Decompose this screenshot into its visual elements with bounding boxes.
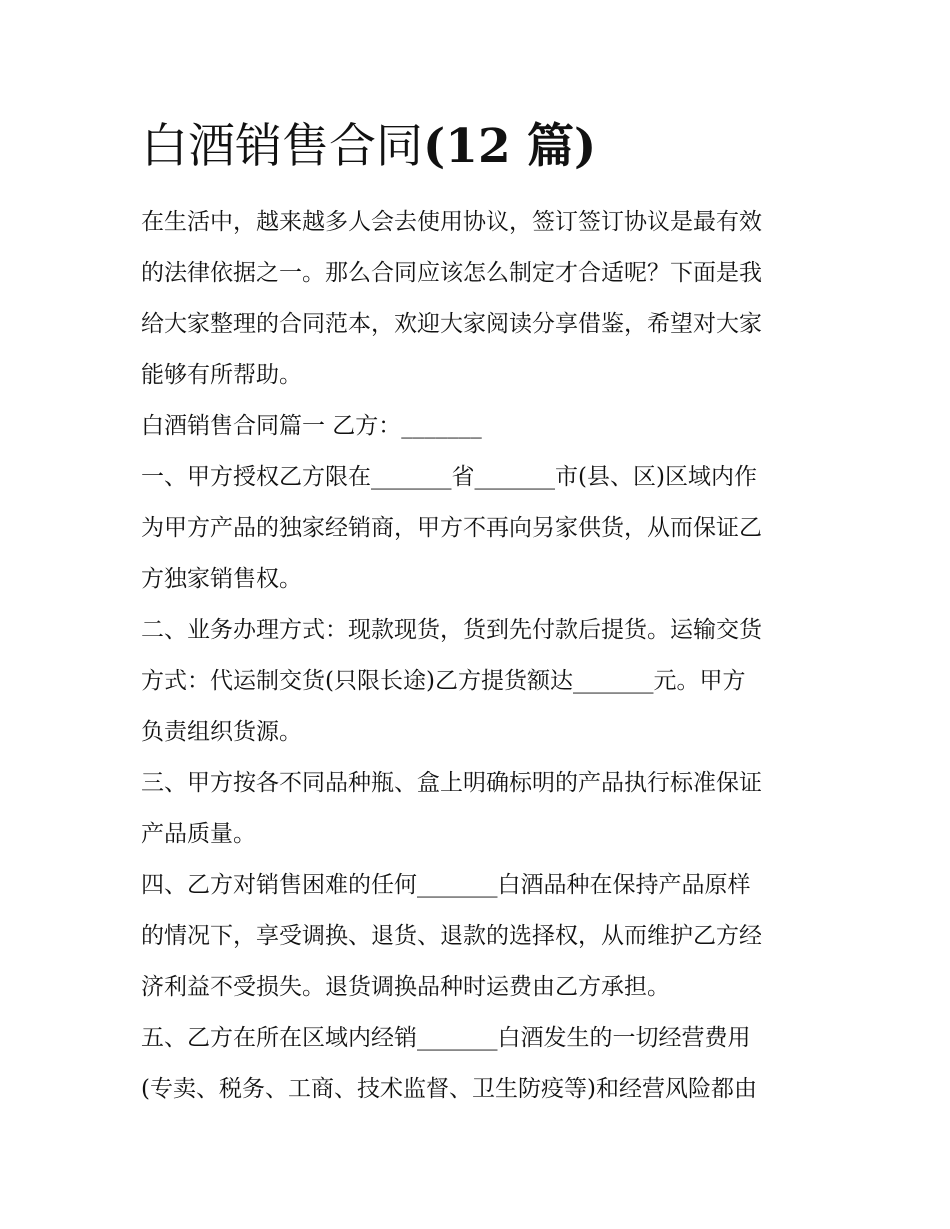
body-line: 济利益不受损失。退货调换品种时运费由乙方承担。 (141, 974, 670, 1000)
body-line: 产品质量。 (141, 821, 256, 847)
body-line: 一、甲方授权乙方限在_______省_______市(县、区)区域内作 (141, 464, 757, 490)
body-line: 方独家销售权。 (141, 566, 302, 592)
body-line: 负责组织货源。 (141, 719, 302, 745)
body-line: 五、乙方在所在区域内经销_______白酒发生的一切经营费用 (141, 1025, 751, 1051)
section-heading-line: 白酒销售合同篇一 乙方：_______ (141, 413, 482, 439)
body-line: 四、乙方对销售困难的任何_______白酒品种在保持产品原样 (141, 872, 751, 898)
body-line: 二、业务办理方式：现款现货，货到先付款后提货。运输交货 (141, 617, 762, 643)
document-title (141, 118, 831, 176)
body-line: (专卖、税务、工商、技术监督、卫生防疫等)和经营风险都由 (141, 1076, 757, 1102)
body-line: 三、甲方按各不同品种瓶、盒上明确标明的产品执行标准保证 (141, 770, 762, 796)
title-text: 白酒销售合同 (141, 119, 423, 174)
document-body (141, 197, 831, 1115)
body-line: 在生活中，越来越多人会去使用协议，签订签订协议是最有效 (141, 209, 762, 235)
body-line: 能够有所帮助。 (141, 362, 302, 388)
body-line: 的法律依据之一。那么合同应该怎么制定才合适呢？下面是我 (141, 260, 762, 286)
body-line: 方式：代运制交货(只限长途)乙方提货额达_______元。甲方 (141, 668, 746, 694)
body-line: 给大家整理的合同范本，欢迎大家阅读分享借鉴，希望对大家 (141, 311, 762, 337)
body-line: 的情况下，享受调换、退货、退款的选择权，从而维护乙方经 (141, 923, 762, 949)
body-line: 为甲方产品的独家经销商，甲方不再向另家供货，从而保证乙 (141, 515, 762, 541)
title-count: (12 篇) (423, 119, 597, 174)
